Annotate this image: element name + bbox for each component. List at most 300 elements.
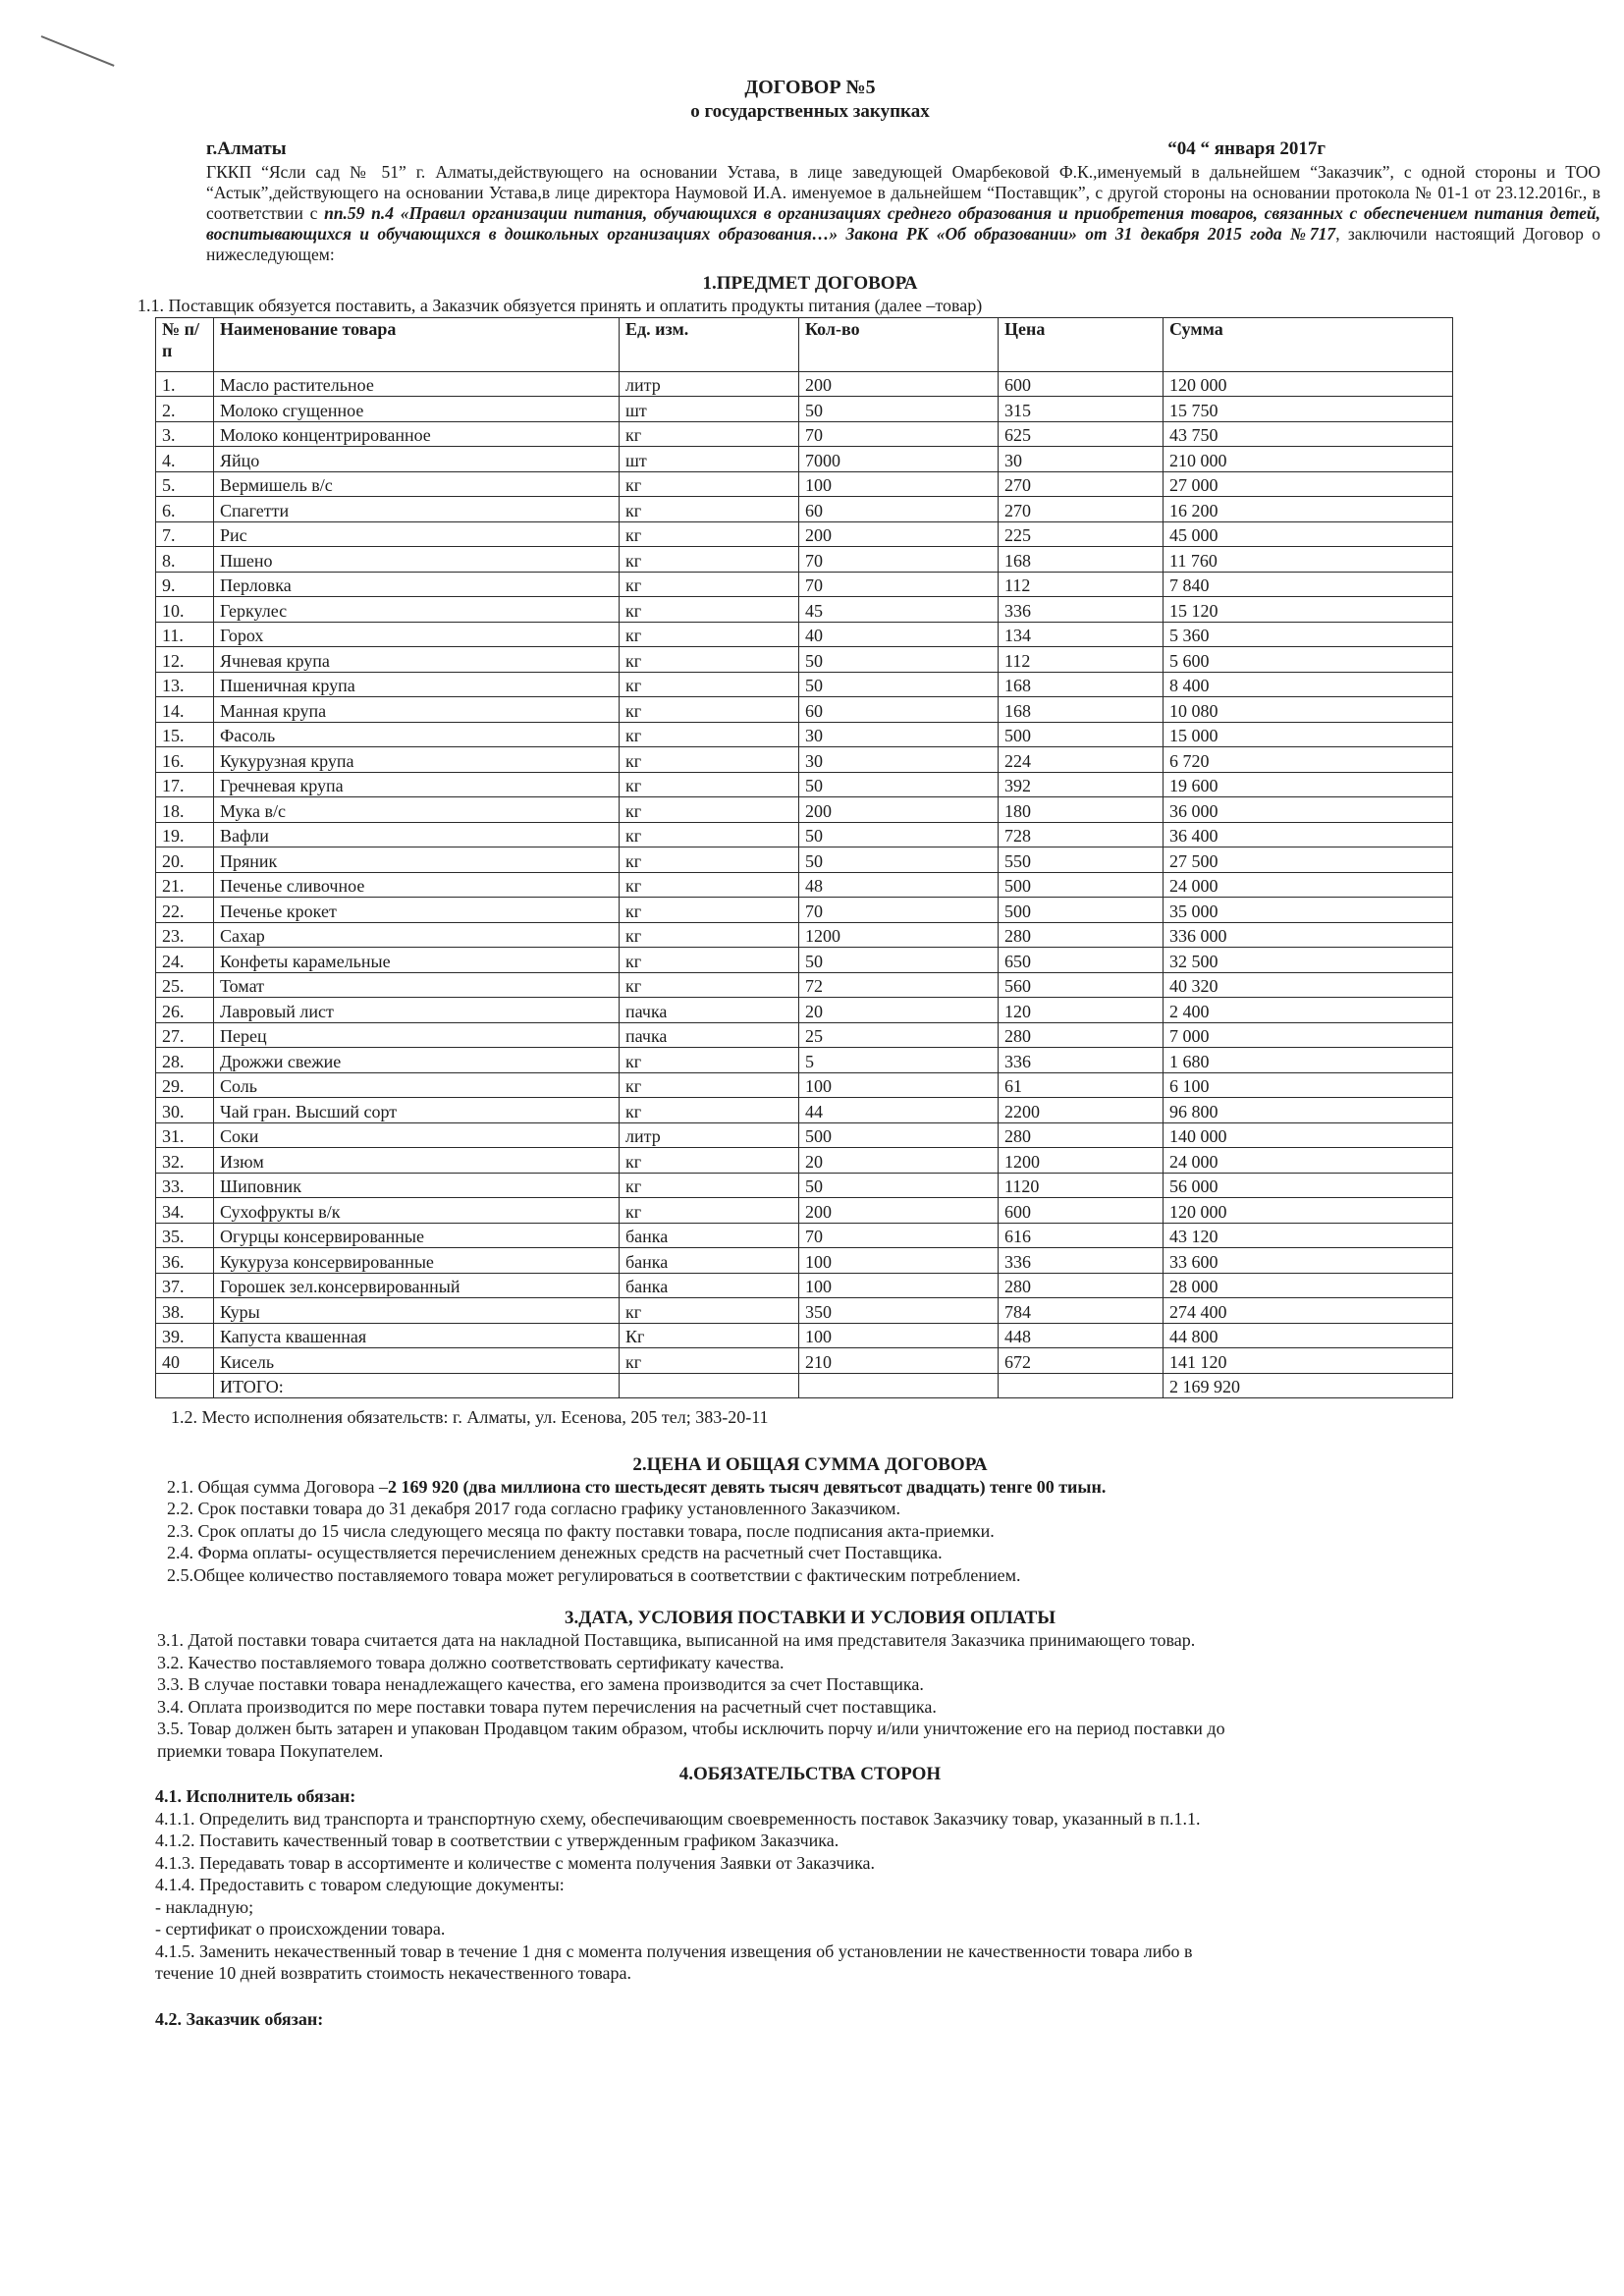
table-row [156, 672, 1453, 697]
total-empty-cell [156, 1373, 214, 1398]
clause-1-2: 1.2. Место исполнения обязательств: г. Алматы, ул. Есенова, 205 тел; 383-20-11 [171, 1407, 769, 1427]
sum-cell: 336 000 [1164, 922, 1453, 948]
quantity-cell: 50 [799, 397, 999, 422]
quantity-cell: 20 [799, 998, 999, 1023]
product-name-cell: Пряник [214, 847, 620, 873]
city-date-line [157, 138, 1463, 162]
quantity-cell: 100 [799, 1072, 999, 1098]
clause-2-2: 2.2. Срок поставки товара до 31 декабря 2017 года согласно графику установленного Заказчиком. [167, 1499, 901, 1518]
product-name-cell: Печенье крокет [214, 898, 620, 923]
row-number-cell: 16. [156, 747, 214, 773]
quantity-cell: 60 [799, 697, 999, 723]
sum-cell: 15 750 [1164, 397, 1453, 422]
price-cell: 600 [999, 371, 1164, 397]
unit-cell: кг [620, 647, 799, 673]
sum-cell: 1 680 [1164, 1048, 1453, 1073]
contract-page [137, 77, 1601, 2030]
unit-cell: пачка [620, 1022, 799, 1048]
sum-cell: 5 360 [1164, 622, 1453, 647]
product-name-cell: Кукуруза консервированные [214, 1248, 620, 1274]
price-cell: 168 [999, 697, 1164, 723]
quantity-cell: 500 [799, 1122, 999, 1148]
sum-cell: 274 400 [1164, 1298, 1453, 1324]
clause-2-5: 2.5.Общее количество поставляемого товара может регулироваться в соответствии с фактическим потреблением. [167, 1564, 1021, 1585]
sum-cell: 8 400 [1164, 672, 1453, 697]
product-name-cell: Гречневая крупа [214, 772, 620, 797]
sum-cell: 27 500 [1164, 847, 1453, 873]
table-row [156, 371, 1453, 397]
unit-cell: кг [620, 1298, 799, 1324]
sum-cell: 56 000 [1164, 1173, 1453, 1198]
table-row [156, 847, 1453, 873]
price-cell: 280 [999, 1273, 1164, 1298]
product-name-cell: Сухофрукты в/к [214, 1198, 620, 1224]
clause-2-1 [167, 1476, 1463, 1499]
row-number-cell: 28. [156, 1048, 214, 1073]
product-name-cell: Конфеты карамельные [214, 948, 620, 973]
row-number-cell: 1. [156, 371, 214, 397]
product-name-cell: Вафли [214, 822, 620, 847]
sum-cell: 36 400 [1164, 822, 1453, 847]
unit-cell: кг [620, 1098, 799, 1123]
clause-3-1: 3.1. Датой поставки товара считается дата на накладной Поставщика, выписанной на имя представителя Заказчика принимающего товар. [157, 1630, 1196, 1650]
sum-cell: 7 000 [1164, 1022, 1453, 1048]
unit-cell: Кг [620, 1323, 799, 1348]
row-number-cell: 19. [156, 822, 214, 847]
unit-cell: кг [620, 922, 799, 948]
row-number-cell: 14. [156, 697, 214, 723]
quantity-cell: 30 [799, 747, 999, 773]
price-cell: 728 [999, 822, 1164, 847]
price-cell: 336 [999, 1048, 1164, 1073]
unit-cell: кг [620, 697, 799, 723]
unit-cell: кг [620, 497, 799, 522]
row-number-cell: 38. [156, 1298, 214, 1324]
quantity-cell: 30 [799, 722, 999, 747]
quantity-cell: 100 [799, 1273, 999, 1298]
quantity-cell: 350 [799, 1298, 999, 1324]
sum-cell: 10 080 [1164, 697, 1453, 723]
row-number-cell: 15. [156, 722, 214, 747]
product-name-cell: Вермишель в/с [214, 471, 620, 497]
quantity-cell: 200 [799, 797, 999, 823]
clause-4-1-5: 4.1.5. Заменить некачественный товар в течение 1 дня с момента получения извещения об установлении не качественности товара либо в [155, 1941, 1193, 1961]
sum-cell: 44 800 [1164, 1323, 1453, 1348]
clause-4-1-2: 4.1.2. Поставить качественный товар в соответствии с утвержденным графиком Заказчика. [155, 1831, 839, 1850]
table-row [156, 1198, 1453, 1224]
price-cell: 168 [999, 672, 1164, 697]
clause-1-1: 1.1. Поставщик обязуется поставить, а Заказчик обязуется принять и оплатить продукты питания (далее –товар) [137, 296, 983, 315]
product-name-cell: Сахар [214, 922, 620, 948]
row-number-cell: 23. [156, 922, 214, 948]
table-row [156, 597, 1453, 623]
row-number-cell: 32. [156, 1148, 214, 1174]
row-number-cell: 18. [156, 797, 214, 823]
row-number-cell: 4. [156, 447, 214, 472]
contract-date: “04 “ января 2017г [1167, 138, 1326, 159]
table-row [156, 471, 1453, 497]
product-name-cell: Огурцы консервированные [214, 1223, 620, 1248]
unit-cell: кг [620, 797, 799, 823]
scan-artifact-line [41, 35, 115, 67]
quantity-cell: 60 [799, 497, 999, 522]
product-name-cell: Пшеничная крупа [214, 672, 620, 697]
unit-cell: кг [620, 1348, 799, 1374]
unit-cell: кг [620, 972, 799, 998]
product-name-cell: Шиповник [214, 1173, 620, 1198]
row-number-cell: 7. [156, 521, 214, 547]
row-number-cell: 36. [156, 1248, 214, 1274]
preamble [206, 162, 1600, 265]
unit-cell: кг [620, 747, 799, 773]
price-cell: 336 [999, 597, 1164, 623]
price-cell: 625 [999, 421, 1164, 447]
table-row [156, 998, 1453, 1023]
sum-cell: 19 600 [1164, 772, 1453, 797]
sum-cell: 36 000 [1164, 797, 1453, 823]
sum-cell: 11 760 [1164, 547, 1453, 573]
contract-total-amount: 2 169 920 (два миллиона сто шестьдесят девять тысяч девятьсот двадцать) тенге 00 тиын. [388, 1476, 1107, 1497]
unit-cell: кг [620, 622, 799, 647]
quantity-cell: 20 [799, 1148, 999, 1174]
table-row [156, 797, 1453, 823]
product-name-cell: Лавровый лист [214, 998, 620, 1023]
row-number-cell: 5. [156, 471, 214, 497]
unit-cell: кг [620, 521, 799, 547]
unit-cell: шт [620, 397, 799, 422]
table-row [156, 822, 1453, 847]
unit-cell: банка [620, 1223, 799, 1248]
preamble-law-reference: пп.59 п.4 «Правил организации питания, обучающихся в организациях среднего образования и приобретения товаров, связанных с обеспечением питания детей, воспитывающихся и обучающихся в дошкольных организациях образования…» Закона РК «Об образовании» от 31 декабря 2015 года №717 [206, 203, 1601, 244]
table-row [156, 547, 1453, 573]
total-empty-cell [799, 1373, 999, 1398]
row-number-cell: 29. [156, 1072, 214, 1098]
clause-3-5: 3.5. Товар должен быть затарен и упакован Продавцом таким образом, чтобы исключить порчу и/или уничтожение его на период поставки до [157, 1719, 1225, 1738]
unit-cell: кг [620, 898, 799, 923]
quantity-cell: 45 [799, 597, 999, 623]
table-row [156, 872, 1453, 898]
price-cell: 134 [999, 622, 1164, 647]
product-name-cell: Перец [214, 1022, 620, 1048]
row-number-cell: 2. [156, 397, 214, 422]
clause-4-1-1: 4.1.1. Определить вид транспорта и транспортную схему, обеспечивающим своевременность поставок Заказчику товар, указанный в п.1.1. [155, 1808, 1201, 1829]
table-row [156, 397, 1453, 422]
table-row [156, 1122, 1453, 1148]
product-name-cell: Чай гран. Высший сорт [214, 1098, 620, 1123]
unit-cell: кг [620, 572, 799, 597]
product-name-cell: Спагетти [214, 497, 620, 522]
sum-cell: 141 120 [1164, 1348, 1453, 1374]
row-number-cell: 17. [156, 772, 214, 797]
total-label: ИТОГО: [214, 1373, 620, 1398]
unit-cell: кг [620, 1198, 799, 1224]
quantity-cell: 50 [799, 672, 999, 697]
unit-cell: пачка [620, 998, 799, 1023]
contract-city: г.Алматы [206, 138, 287, 159]
product-name-cell: Яйцо [214, 447, 620, 472]
row-number-cell: 13. [156, 672, 214, 697]
row-number-cell: 22. [156, 898, 214, 923]
sum-cell: 33 600 [1164, 1248, 1453, 1274]
table-row [156, 1148, 1453, 1174]
section1-heading: 1.ПРЕДМЕТ ДОГОВОРА [702, 273, 918, 294]
table-row [156, 1298, 1453, 1324]
price-cell: 280 [999, 922, 1164, 948]
table-row [156, 922, 1453, 948]
price-cell: 270 [999, 471, 1164, 497]
sum-cell: 35 000 [1164, 898, 1453, 923]
product-name-cell: Горошек зел.консервированный [214, 1273, 620, 1298]
price-cell: 168 [999, 547, 1164, 573]
sum-cell: 6 100 [1164, 1072, 1453, 1098]
table-row [156, 447, 1453, 472]
quantity-cell: 25 [799, 1022, 999, 1048]
table-row [156, 1323, 1453, 1348]
quantity-cell: 100 [799, 471, 999, 497]
row-number-cell: 6. [156, 497, 214, 522]
product-name-cell: Мука в/с [214, 797, 620, 823]
goods-total-row [156, 1373, 1453, 1398]
unit-cell: кг [620, 1173, 799, 1198]
row-number-cell: 34. [156, 1198, 214, 1224]
row-number-cell: 21. [156, 872, 214, 898]
clause-3-5-cont: приемки товара Покупателем. [157, 1740, 384, 1761]
row-number-cell: 3. [156, 421, 214, 447]
product-name-cell: Томат [214, 972, 620, 998]
unit-cell: литр [620, 371, 799, 397]
row-number-cell: 9. [156, 572, 214, 597]
sum-cell: 210 000 [1164, 447, 1453, 472]
row-number-cell: 31. [156, 1122, 214, 1148]
col-header-sum-text: Сумма [1169, 318, 1223, 339]
product-name-cell: Пшено [214, 547, 620, 573]
product-name-cell: Печенье сливочное [214, 872, 620, 898]
price-cell: 315 [999, 397, 1164, 422]
unit-cell: кг [620, 822, 799, 847]
col-header-price-text: Цена [1004, 318, 1046, 339]
product-name-cell: Соль [214, 1072, 620, 1098]
quantity-cell: 100 [799, 1248, 999, 1274]
table-row [156, 948, 1453, 973]
quantity-cell: 44 [799, 1098, 999, 1123]
price-cell: 500 [999, 898, 1164, 923]
col-header-price [999, 317, 1164, 371]
section3-heading: 3.ДАТА, УСЛОВИЯ ПОСТАВКИ И УСЛОВИЯ ОПЛАТЫ [565, 1608, 1056, 1628]
col-header-name-text: Наименование товара [220, 318, 397, 339]
table-row [156, 1048, 1453, 1073]
sum-cell: 120 000 [1164, 371, 1453, 397]
table-row [156, 772, 1453, 797]
product-name-cell: Фасоль [214, 722, 620, 747]
price-cell: 225 [999, 521, 1164, 547]
row-number-cell: 37. [156, 1273, 214, 1298]
product-name-cell: Куры [214, 1298, 620, 1324]
product-name-cell: Капуста квашенная [214, 1323, 620, 1348]
table-row [156, 898, 1453, 923]
price-cell: 784 [999, 1298, 1164, 1324]
table-row [156, 1273, 1453, 1298]
col-header-name [214, 317, 620, 371]
row-number-cell: 26. [156, 998, 214, 1023]
clause-3-3: 3.3. В случае поставки товара ненадлежащего качества, его замена производится за счет Поставщика. [157, 1674, 924, 1694]
document-item: - сертификат о происхождении товара. [155, 1919, 446, 1939]
sum-cell: 7 840 [1164, 572, 1453, 597]
table-row [156, 1223, 1453, 1248]
col-header-sum [1164, 317, 1453, 371]
table-row [156, 747, 1453, 773]
quantity-cell: 1200 [799, 922, 999, 948]
quantity-cell: 210 [799, 1348, 999, 1374]
price-cell: 1200 [999, 1148, 1164, 1174]
sum-cell: 15 120 [1164, 597, 1453, 623]
price-cell: 2200 [999, 1098, 1164, 1123]
sum-cell: 40 320 [1164, 972, 1453, 998]
product-name-cell: Горох [214, 622, 620, 647]
table-row [156, 972, 1453, 998]
quantity-cell: 100 [799, 1323, 999, 1348]
sum-cell: 24 000 [1164, 872, 1453, 898]
price-cell: 616 [999, 1223, 1164, 1248]
table-row [156, 1072, 1453, 1098]
table-row [156, 572, 1453, 597]
product-name-cell: Кисель [214, 1348, 620, 1374]
unit-cell: кг [620, 948, 799, 973]
quantity-cell: 70 [799, 1223, 999, 1248]
clause-4-1-3: 4.1.3. Передавать товар в ассортименте и количестве с момента получения Заявки от Заказчика. [155, 1852, 876, 1873]
table-row [156, 521, 1453, 547]
product-name-cell: Изюм [214, 1148, 620, 1174]
row-number-cell: 33. [156, 1173, 214, 1198]
product-name-cell: Молоко сгущенное [214, 397, 620, 422]
row-number-cell: 25. [156, 972, 214, 998]
quantity-cell: 200 [799, 521, 999, 547]
unit-cell: кг [620, 1072, 799, 1098]
sum-cell: 6 720 [1164, 747, 1453, 773]
table-row [156, 421, 1453, 447]
price-cell: 280 [999, 1022, 1164, 1048]
table-row [156, 1348, 1453, 1374]
preamble-end: , заключили настоящий Договор о нижеследующем: [206, 224, 1600, 264]
sum-cell: 24 000 [1164, 1148, 1453, 1174]
document-item: - накладную; [155, 1896, 254, 1917]
table-row [156, 1173, 1453, 1198]
row-number-cell: 35. [156, 1223, 214, 1248]
table-row [156, 1022, 1453, 1048]
row-number-cell: 11. [156, 622, 214, 647]
price-cell: 336 [999, 1248, 1164, 1274]
quantity-cell: 50 [799, 1173, 999, 1198]
quantity-cell: 40 [799, 622, 999, 647]
unit-cell: кг [620, 1148, 799, 1174]
price-cell: 112 [999, 647, 1164, 673]
contract-subtitle: о государственных закупках [690, 101, 930, 122]
clause-4-1-heading: 4.1. Исполнитель обязан: [155, 1786, 356, 1806]
quantity-cell: 70 [799, 421, 999, 447]
quantity-cell: 50 [799, 847, 999, 873]
unit-cell: кг [620, 597, 799, 623]
sum-cell: 43 750 [1164, 421, 1453, 447]
product-name-cell: Рис [214, 521, 620, 547]
product-name-cell: Геркулес [214, 597, 620, 623]
unit-cell: кг [620, 872, 799, 898]
contract-title: ДОГОВОР №5 [744, 77, 876, 98]
quantity-cell: 50 [799, 822, 999, 847]
quantity-cell: 70 [799, 898, 999, 923]
unit-cell: кг [620, 1048, 799, 1073]
product-name-cell: Масло растительное [214, 371, 620, 397]
row-number-cell: 20. [156, 847, 214, 873]
total-value: 2 169 920 [1164, 1373, 1453, 1398]
row-number-cell: 12. [156, 647, 214, 673]
quantity-cell: 200 [799, 1198, 999, 1224]
unit-cell: кг [620, 847, 799, 873]
unit-cell: кг [620, 772, 799, 797]
col-header-number [156, 317, 214, 371]
clause-4-1-4: 4.1.4. Предоставить с товаром следующие документы: [155, 1875, 565, 1894]
quantity-cell: 7000 [799, 447, 999, 472]
row-number-cell: 40 [156, 1348, 214, 1374]
unit-cell: кг [620, 421, 799, 447]
section4-heading: 4.ОБЯЗАТЕЛЬСТВА СТОРОН [678, 1764, 942, 1784]
clause-3-2: 3.2. Качество поставляемого товара должно соответствовать сертификату качества. [157, 1652, 785, 1672]
sum-cell: 27 000 [1164, 471, 1453, 497]
product-name-cell: Перловка [214, 572, 620, 597]
sum-cell: 140 000 [1164, 1122, 1453, 1148]
quantity-cell: 50 [799, 647, 999, 673]
price-cell: 672 [999, 1348, 1164, 1374]
preamble-text: ГККП “Ясли сад № 51” г. Алматы,действующего на основании Устава, в лице заведующей Омарбековой Ф.К.,именуемый в дальнейшем “Заказчик”, с одной стороны и ТОО “Астык”,действующего на основании Устава,в лице директора Наумовой И.А. именуемое в дальнейшем “Поставщик”, с другой стороны на основании протокола № 01-1 от 23.12.2016г., в соответствии с [206, 162, 1600, 223]
sum-cell: 96 800 [1164, 1098, 1453, 1123]
clause-2-1-text: 2.1. Общая сумма Договора – [167, 1476, 389, 1497]
price-cell: 392 [999, 772, 1164, 797]
unit-cell: кг [620, 672, 799, 697]
price-cell: 120 [999, 998, 1164, 1023]
table-row [156, 697, 1453, 723]
price-cell: 270 [999, 497, 1164, 522]
row-number-cell: 24. [156, 948, 214, 973]
table-row [156, 647, 1453, 673]
col-header-unit-text: Ед. изм. [625, 318, 689, 339]
sum-cell: 120 000 [1164, 1198, 1453, 1224]
unit-cell: литр [620, 1122, 799, 1148]
price-cell: 650 [999, 948, 1164, 973]
row-number-cell: 30. [156, 1098, 214, 1123]
product-name-cell: Ячневая крупа [214, 647, 620, 673]
unit-cell: банка [620, 1248, 799, 1274]
product-name-cell: Кукурузная крупа [214, 747, 620, 773]
quantity-cell: 5 [799, 1048, 999, 1073]
sum-cell: 43 120 [1164, 1223, 1453, 1248]
price-cell: 112 [999, 572, 1164, 597]
total-empty-cell [620, 1373, 799, 1398]
goods-table [155, 317, 1453, 1399]
col-header-number-text: № п/п [162, 318, 199, 360]
product-name-cell: Молоко концентрированное [214, 421, 620, 447]
sum-cell: 32 500 [1164, 948, 1453, 973]
col-header-quantity-text: Кол-во [805, 318, 860, 339]
quantity-cell: 70 [799, 547, 999, 573]
price-cell: 500 [999, 872, 1164, 898]
sum-cell: 5 600 [1164, 647, 1453, 673]
price-cell: 550 [999, 847, 1164, 873]
price-cell: 560 [999, 972, 1164, 998]
sum-cell: 15 000 [1164, 722, 1453, 747]
price-cell: 500 [999, 722, 1164, 747]
table-row [156, 622, 1453, 647]
unit-cell: кг [620, 547, 799, 573]
section2-heading: 2.ЦЕНА И ОБЩАЯ СУММА ДОГОВОРА [632, 1453, 988, 1475]
unit-cell: банка [620, 1273, 799, 1298]
